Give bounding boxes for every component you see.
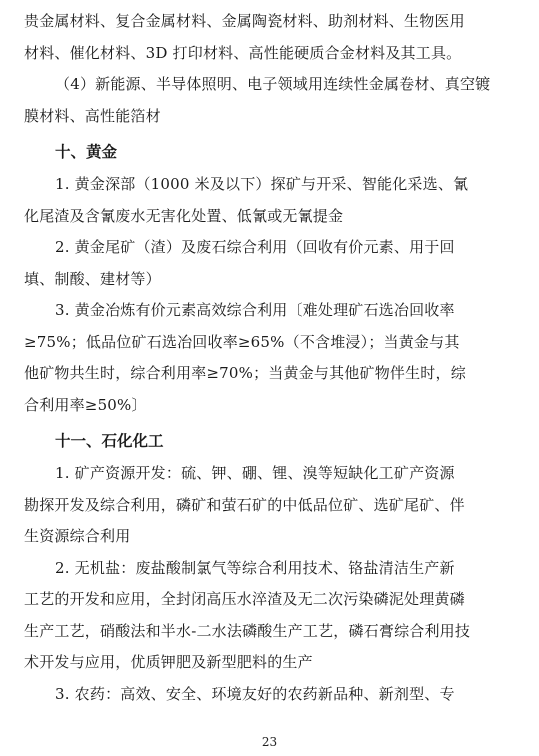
text-line: 3. 农药：高效、安全、环境友好的农药新品种、新剂型、专 — [55, 684, 455, 703]
text-line: 贵金属材料、复合金属材料、金属陶瓷材料、助剂材料、生物医用 — [24, 12, 465, 30]
petrochem-item-1 — [24, 458, 518, 553]
page-body — [24, 6, 518, 710]
text-line: 术开发与应用，优质钾肥及新型肥料的生产 — [24, 653, 313, 671]
text-line: 2. 黄金尾矿（渣）及废石综合利用（回收有价元素、用于回 — [55, 238, 455, 256]
text-line: 膜材料、高性能箔材 — [24, 106, 161, 125]
text-line: 勘探开发及综合利用，磷矿和萤石矿的中低品位矿、选矿尾矿、伴 — [24, 495, 465, 514]
paragraph-materials — [24, 6, 518, 69]
paragraph-new-energy — [24, 69, 518, 132]
section-heading-petrochemical: 十一、石化化工 — [55, 432, 164, 450]
text-line: 生资源综合利用 — [24, 527, 131, 545]
text-line: 填、制酸、建材等） — [24, 269, 161, 288]
text-line: ≥75%；低品位矿石选冶回收率≥65%（不含堆浸）；当黄金与其 — [24, 332, 460, 351]
section-heading-gold: 十、黄金 — [55, 143, 118, 161]
text-line: 3. 黄金冶炼有价元素高效综合利用〔难处理矿石选冶回收率 — [55, 301, 455, 319]
text-line: 生产工艺，硝酸法和半水-二水法磷酸生产工艺，磷石膏综合利用技 — [24, 621, 471, 640]
petrochem-item-3 — [24, 679, 518, 711]
petrochem-item-2 — [24, 553, 518, 679]
text-line: 材料、催化材料、3D 打印材料、高性能硬质合金材料及其工具。 — [24, 43, 462, 62]
text-line: （4）新能源、半导体照明、电子领域用连续性金属卷材、真空镀 — [55, 75, 491, 93]
gold-item-2 — [24, 232, 518, 295]
gold-item-1 — [24, 169, 518, 232]
text-line: 1. 黄金深部（1000 米及以下）探矿与开采、智能化采选、氰 — [55, 175, 469, 193]
page-number: 23 — [261, 735, 278, 749]
text-line: 1. 矿产资源开发：硫、钾、硼、锂、溴等短缺化工矿产资源 — [55, 464, 455, 482]
gold-item-3 — [24, 295, 518, 421]
text-line: 他矿物共生时，综合利用率≥70%；当黄金与其他矿物伴生时，综 — [24, 364, 466, 382]
text-line: 化尾渣及含氰废水无害化处置、低氰或无氰提金 — [24, 206, 344, 225]
text-line: 工艺的开发和应用，全封闭高压水淬渣及无二次污染磷泥处理黄磷 — [24, 590, 465, 608]
text-line: 2. 无机盐：废盐酸制氯气等综合利用技术、铬盐清洁生产新 — [55, 558, 455, 577]
text-line: 合利用率≥50%〕 — [24, 395, 147, 414]
